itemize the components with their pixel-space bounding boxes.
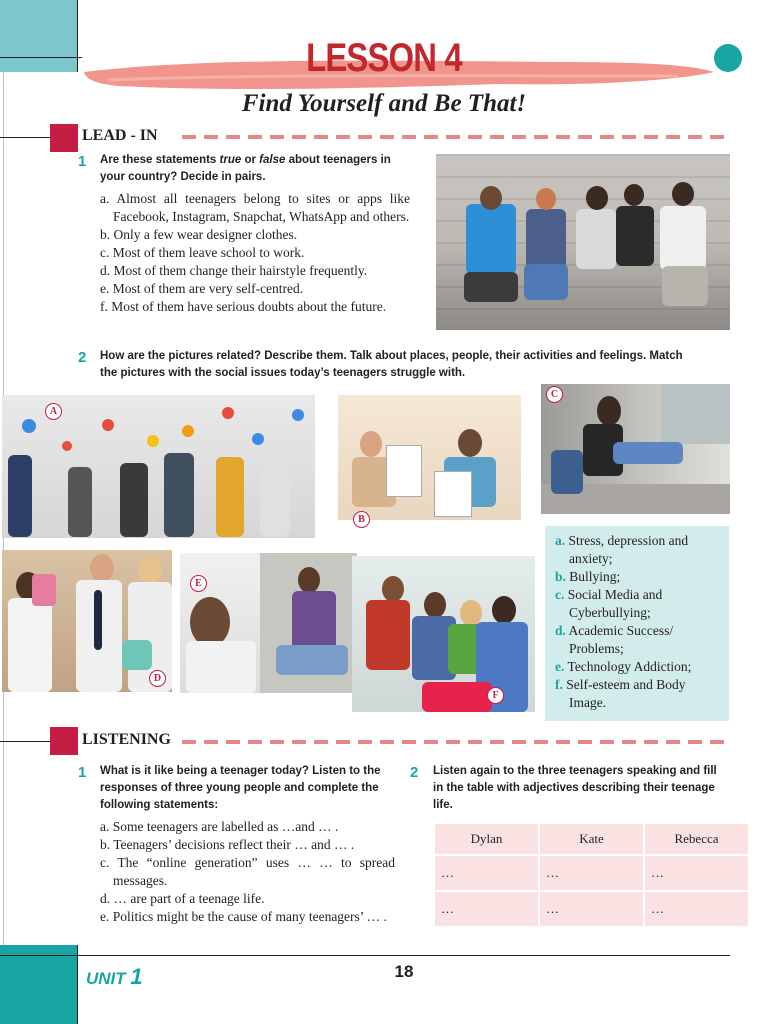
section-label-listening: LISTENING: [82, 731, 171, 748]
list-item: e. Most of them are very self-centred.: [100, 281, 304, 296]
picture-label: F: [487, 687, 504, 704]
section-dash-lead-in: [182, 135, 728, 139]
list-item: f. Self-esteem and Body Image.: [555, 677, 686, 710]
footer-rule: [0, 955, 730, 956]
section-line-lead-in: [0, 137, 52, 138]
table-cell: …: [540, 892, 643, 926]
corner-block-bottom: [0, 945, 77, 1024]
lesson-subtitle: Find Yourself and Be That!: [241, 90, 527, 117]
list-item: f. Most of them have serious doubts about the future.: [100, 299, 387, 314]
picture-b-academic-results: [338, 395, 521, 520]
column-header: Kate: [540, 824, 643, 854]
list-item: d. Academic Success/ Problems;: [555, 623, 674, 656]
question-text: Are these statements true or false about teenagers in your country? Decide in pairs.: [100, 154, 391, 183]
column-header: Dylan: [435, 824, 538, 854]
question-number: 2: [78, 349, 87, 366]
statement-list: [100, 818, 395, 926]
picture-d-bullying: [2, 550, 172, 692]
picture-label: C: [546, 386, 563, 403]
section-marker-lead-in: [50, 124, 78, 152]
statement-list: [100, 190, 410, 316]
list-item: e. Politics might be the cause of many teenagers’ … .: [100, 909, 387, 924]
column-header: Rebecca: [645, 824, 748, 854]
list-item: e. Technology Addiction;: [555, 659, 692, 674]
table-cell: …: [645, 856, 748, 890]
list-item: a. Stress, depression and anxiety;: [555, 533, 689, 566]
question-text: How are the pictures related? Describe them. Talk about places, people, their activities and feelings. Match the pictures with the social issues today’s teenagers struggle with.: [100, 350, 683, 379]
picture-label: D: [149, 670, 166, 687]
question-text: Listen again to the three teenagers speaking and fill in the table with adjectives describing their teenage life.: [433, 765, 717, 811]
table-cell: …: [435, 856, 538, 890]
question-number: 2: [410, 764, 419, 781]
list-item: b. Only a few wear designer clothes.: [100, 227, 298, 242]
unit-label: UNIT 1: [86, 964, 143, 989]
frame-line-bottom-vertical: [77, 945, 78, 1024]
lesson-title: LESSON 4: [306, 36, 462, 80]
table-cell: …: [645, 892, 748, 926]
corner-block-top: [0, 0, 77, 72]
adjectives-table: [433, 822, 750, 928]
list-item: c. Social Media and Cyberbullying;: [555, 587, 663, 620]
list-item: b. Teenagers’ decisions reflect their … and … .: [100, 837, 355, 852]
table-cell: …: [435, 892, 538, 926]
table-row: [435, 856, 748, 890]
picture-e-cyberbullying: [180, 553, 357, 693]
page-number: 18: [394, 962, 414, 981]
section-line-listening: [0, 741, 52, 742]
section-marker-listening: [50, 727, 78, 755]
section-label-lead-in: LEAD - IN: [82, 127, 158, 144]
social-issues-list: [545, 526, 729, 721]
picture-label: A: [45, 403, 62, 420]
teenagers-on-steps-photo: [436, 154, 730, 330]
list-item: c. The “online generation” uses … … to spread messages.: [100, 855, 395, 888]
list-item: d. … are part of a teenage life.: [100, 891, 265, 906]
picture-label: B: [353, 511, 370, 528]
question-text: What is it like being a teenager today? Listen to the responses of three young people and complete the following statements:: [100, 765, 381, 811]
picture-f-technology-addiction: [352, 556, 535, 712]
decorative-dot: [714, 44, 742, 72]
list-item: b. Bullying;: [555, 569, 621, 584]
list-item: d. Most of them change their hairstyle frequently.: [100, 263, 368, 278]
table-row: [435, 892, 748, 926]
section-dash-listening: [182, 740, 728, 744]
picture-c-stress: [541, 384, 730, 514]
question-number: 1: [78, 764, 87, 781]
picture-label: E: [190, 575, 207, 592]
table-header-row: [435, 824, 748, 854]
question-number: 1: [78, 153, 87, 170]
list-item: a. Some teenagers are labelled as …and … .: [100, 819, 339, 834]
list-item: a. Almost all teenagers belong to sites or apps like Facebook, Instagram, Snapchat, WhatsApp and others.: [100, 191, 410, 224]
list-item: c. Most of them leave school to work.: [100, 245, 305, 260]
table-cell: …: [540, 856, 643, 890]
